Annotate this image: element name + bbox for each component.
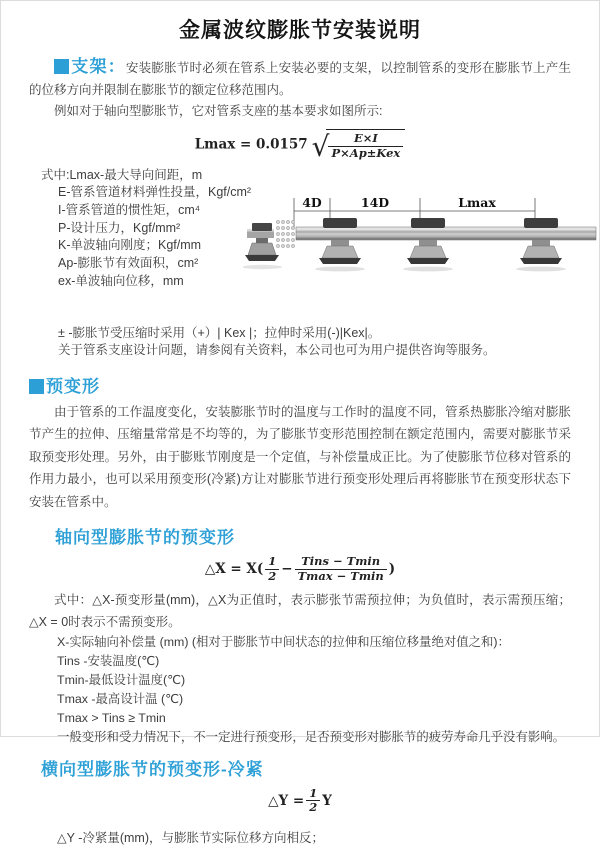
definitions-and-diagram: [29, 167, 571, 325]
anchor-base: [245, 255, 279, 261]
guide-support: [407, 218, 449, 264]
lateral-subheading: 横向型膨胀节的预变形-冷紧: [41, 759, 264, 779]
lateral-formula: [29, 787, 571, 816]
axial-formula-minus: −: [281, 560, 293, 577]
axial-note-line: 一般变形和受力情况下，不一定进行预变形，足否预变形对膨胀节的疲劳寿命几乎没有影响。: [57, 729, 566, 744]
lateral-formula-rhs: Y: [322, 792, 332, 809]
axial-formula-lhs: △X = X(: [204, 560, 264, 577]
temp-numerator: Tins − Tmin: [295, 555, 387, 570]
definition-line: 关于管系支座设计问题，请参阅有关资料，本公司也可为用户提供咨询等服务。: [58, 343, 496, 358]
support-example-line: 例如对于轴向型膨胀节，它对管系支座的基本要求如图所示:: [54, 104, 383, 118]
anchor-clamp: [252, 223, 272, 231]
axial-note-line: X-实际轴向补偿量 (mm) (相对于膨胀节中间状态的拉伸和压缩位移量绝对值之和)：: [57, 634, 510, 649]
lmax-fraction-numerator: E×I: [328, 132, 403, 147]
pipe-support-diagram: [243, 193, 600, 291]
definition-line: I-管系管道的惯性矩，cm⁴: [58, 203, 201, 217]
axial-explain-paragraph: 式中：△X-预变形量(mm)，△X为正值时，表示膨张节需预拉伸；为负值时，表示需预压缩；△X = 0时表示不需预变形。: [29, 592, 571, 629]
lmax-fraction-denominator: P×Ap±Kex: [331, 145, 401, 160]
half-denominator: 2: [268, 568, 277, 583]
lateral-half-fraction: [306, 787, 320, 816]
definition-line: ex-单波轴向位移，mm: [58, 273, 184, 288]
document-page: [1, 14, 599, 848]
lateral-half-numerator: 1: [306, 787, 320, 802]
predeform-paragraph: 由于管系的工作温度变化，安装膨胀节时的温度与工作时的温度不同，管系热膨胀冷缩对膨胀节产生的拉伸、压缩量常常是不均等的，为了膨胀节变形范围控制在额定范围内，需要对膨胀节采取预变形处理。另外，由于膨账节刚度是一个定值，与补偿量成正比。为了使膨胀节位移对管系的作用力最小，也可以采用预变形(冷紧)方让对膨胀节进行预变形处理后再将膨胀节在预变形状态下安装在管系中。: [29, 405, 571, 509]
half-fraction: [265, 555, 279, 584]
anchor-neck: [256, 238, 268, 243]
predeform-section-heading-row: [29, 372, 571, 397]
support-body-text: 安装膨胀节时必须在管系上安装必要的支架，以控制管系的变形在膨胀节上产生的位移方向并限制在膨胀节的额定位移范围内。: [29, 61, 571, 97]
definition-line: E-管系管道材料弹性投量，Kgf/cm²: [58, 185, 252, 200]
guide-support: [319, 218, 361, 264]
definition-line: ± -膨胀节受压缩时采用（+）| Kex |；拉伸时采用(-)|Kex|。: [58, 325, 381, 340]
lmax-fraction: [328, 132, 403, 161]
main-pipe: [296, 227, 596, 240]
definition-line: K-单波轴向刚度；Kgf/mm: [58, 238, 202, 253]
section-square-icon: [29, 379, 44, 394]
axial-note-line: Tmin-最低设计温度(℃): [57, 672, 186, 687]
lateral-note-line: △Y -冷紧量(mm)，与膨胀节实际位移方向相反；: [57, 831, 325, 846]
axial-note-line: Tmax > Tins ≥ Tmin: [57, 710, 166, 725]
support-shadow: [516, 266, 566, 271]
definition-line: Ap-膨胀节有效面积，cm²: [58, 256, 199, 271]
page-title: 金属波纹膨胀节安装说明: [179, 19, 421, 42]
lateral-formula-lhs: △Y =: [268, 792, 305, 809]
support-shadow: [403, 266, 453, 271]
radicand: [326, 129, 405, 161]
axial-subheading: 轴向型膨胀节的预变形: [55, 528, 235, 548]
section-square-icon: [54, 59, 69, 74]
support-section-heading: 支架：: [71, 57, 126, 76]
support-shadow: [243, 264, 282, 268]
half-numerator: 1: [265, 555, 279, 570]
axial-formula-rparen: ): [388, 560, 396, 577]
definition-line: P-设计压力，Kgf/mm²: [58, 220, 181, 235]
temperature-fraction: [295, 555, 387, 584]
dimension-label-14d: 14D: [360, 194, 390, 210]
radical-sign: [312, 129, 406, 161]
lateral-half-denominator: 2: [309, 800, 318, 815]
anchor-pedestal: [248, 243, 276, 255]
support-shadow: [315, 266, 365, 271]
lmax-formula-lhs: Lmax = 0.0157: [194, 136, 308, 153]
radical-glyph: √: [311, 129, 330, 163]
dimension-label-lmax: Lmax: [458, 194, 496, 210]
axial-formula: [29, 555, 571, 584]
temp-denominator: Tmax − Tmin: [297, 568, 384, 583]
predeform-section-heading: 预变形: [46, 377, 100, 396]
bellows-coils: [276, 220, 294, 247]
axial-note-line: Tmax -最高设计温 (℃): [57, 691, 184, 706]
guide-support: [520, 218, 562, 264]
support-paragraph: [29, 56, 571, 101]
dimension-label-4d: 4D: [302, 194, 322, 210]
definition-line: 式中:Lmax-最大导向间距，m: [41, 167, 203, 182]
lmax-formula: [29, 129, 571, 161]
axial-note-line: Tins -安装温度(℃): [57, 653, 160, 668]
